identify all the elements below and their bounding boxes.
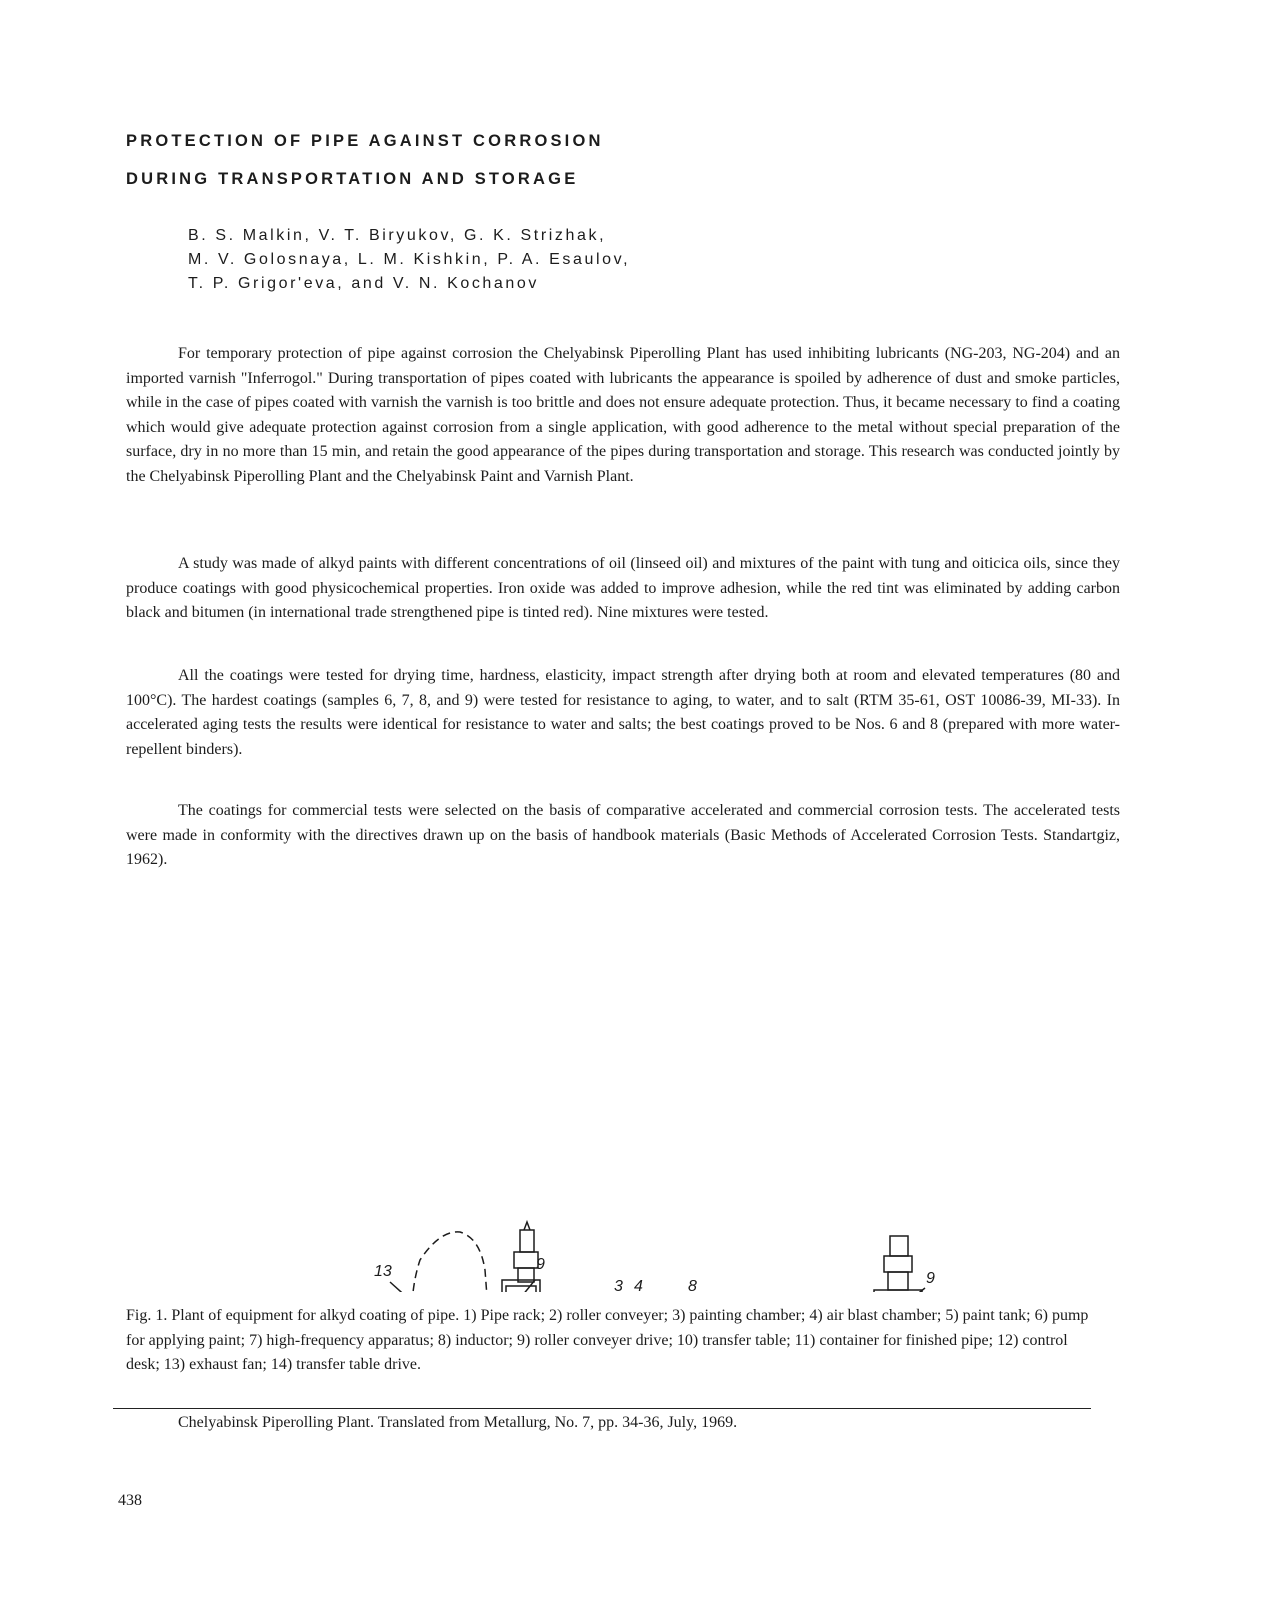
equipment-diagram [140,912,1060,1292]
title-line-1: PROTECTION OF PIPE AGAINST CORROSION [126,132,604,150]
conveyer-drive-right [874,1236,922,1292]
label-13: 13 [374,1263,392,1280]
label-4: 4 [634,1278,643,1292]
figure-caption: Fig. 1. Plant of equipment for alkyd coating of pipe. 1) Pipe rack; 2) roller conveyer; 3) painting chamber; 4) air blast chamber; 5) paint tank; 6) pump for applying paint; 7) high-frequency apparatus; 8) inductor; 9) roller conveyer drive; 10) transfer table; 11) container for finished pipe; 12) control desk; 13) exhaust fan; 14) transfer table drive. [126,1307,1089,1373]
paragraph-2: A study was made of alkyd paints with different concentrations of oil (linseed oil) and mixtures of the paint with tung and oiticica oils, since they produce coatings with good physicochemical properties. Iron oxide was added to improve adhesion, while the red tint was eliminated by adding carbon black and bitumen (in international trade strengthened pipe is tinted red). Nine mixtures were tested. [126,555,1120,621]
page-number: 438 [118,1492,142,1509]
label-8: 8 [688,1278,697,1292]
exhaust-fan [412,1232,488,1292]
title-line-2: DURING TRANSPORTATION AND STORAGE [126,170,579,188]
label-2 [311,1291,321,1292]
label-9b: 9 [926,1270,935,1287]
author-line-1: B. S. Malkin, V. T. Biryukov, G. K. Strizhak, [188,227,607,244]
paragraph-4: The coatings for commercial tests were selected on the basis of comparative accelerated and commercial corrosion tests. The accelerated tests were made in conformity with the directives drawn up on the basis of handbook materials (Basic Methods of Accelerated Corrosion Tests. Standartgiz, 1962). [126,802,1120,868]
author-line-2: M. V. Golosnaya, L. M. Kishkin, P. A. Esaulov, [188,251,631,268]
footnote: Chelyabinsk Piperolling Plant. Translated from Metallurg, No. 7, pp. 34-36, July, 1969. [178,1414,738,1431]
footnote-rule [113,1408,1091,1409]
author-list [188,224,630,296]
paragraph-1: For temporary protection of pipe against corrosion the Chelyabinsk Piperolling Plant has used inhibiting lubricants (NG-203, NG-204) and an imported varnish "Inferrogol." During transportation of pipes coated with lubricants the appearance is spoiled by adherence of dust and smoke particles, while in the case of pipes coated with varnish the varnish is too brittle and does not ensure adequate protection. Thus, it became necessary to find a coating which would give adequate protection against corrosion from a single application, with good adherence to the metal without special preparation of the surface, dry in no more than 15 min, and retain the good appearance of the pipes during transportation and storage. This research was conducted jointly by the Chelyabinsk Piperolling Plant and the Chelyabinsk Paint and Varnish Plant. [126,345,1120,485]
paragraph-3: All the coatings were tested for drying time, hardness, elasticity, impact strength after drying both at room and elevated temperatures (80 and 100°C). The hardest coatings (samples 6, 7, 8, and 9) were tested for resistance to aging, to water, and to salt (RTM 35-61, OST 10086-39, MI-33). In accelerated aging tests the results were identical for resistance to water and salts; the best coatings proved to be Nos. 6 and 8 (prepared with more water-repellent binders). [126,667,1120,758]
label-3: 3 [614,1278,623,1292]
author-line-3: T. P. Grigor'eva, and V. N. Kochanov [188,275,540,292]
label-9a: 9 [536,1256,545,1273]
